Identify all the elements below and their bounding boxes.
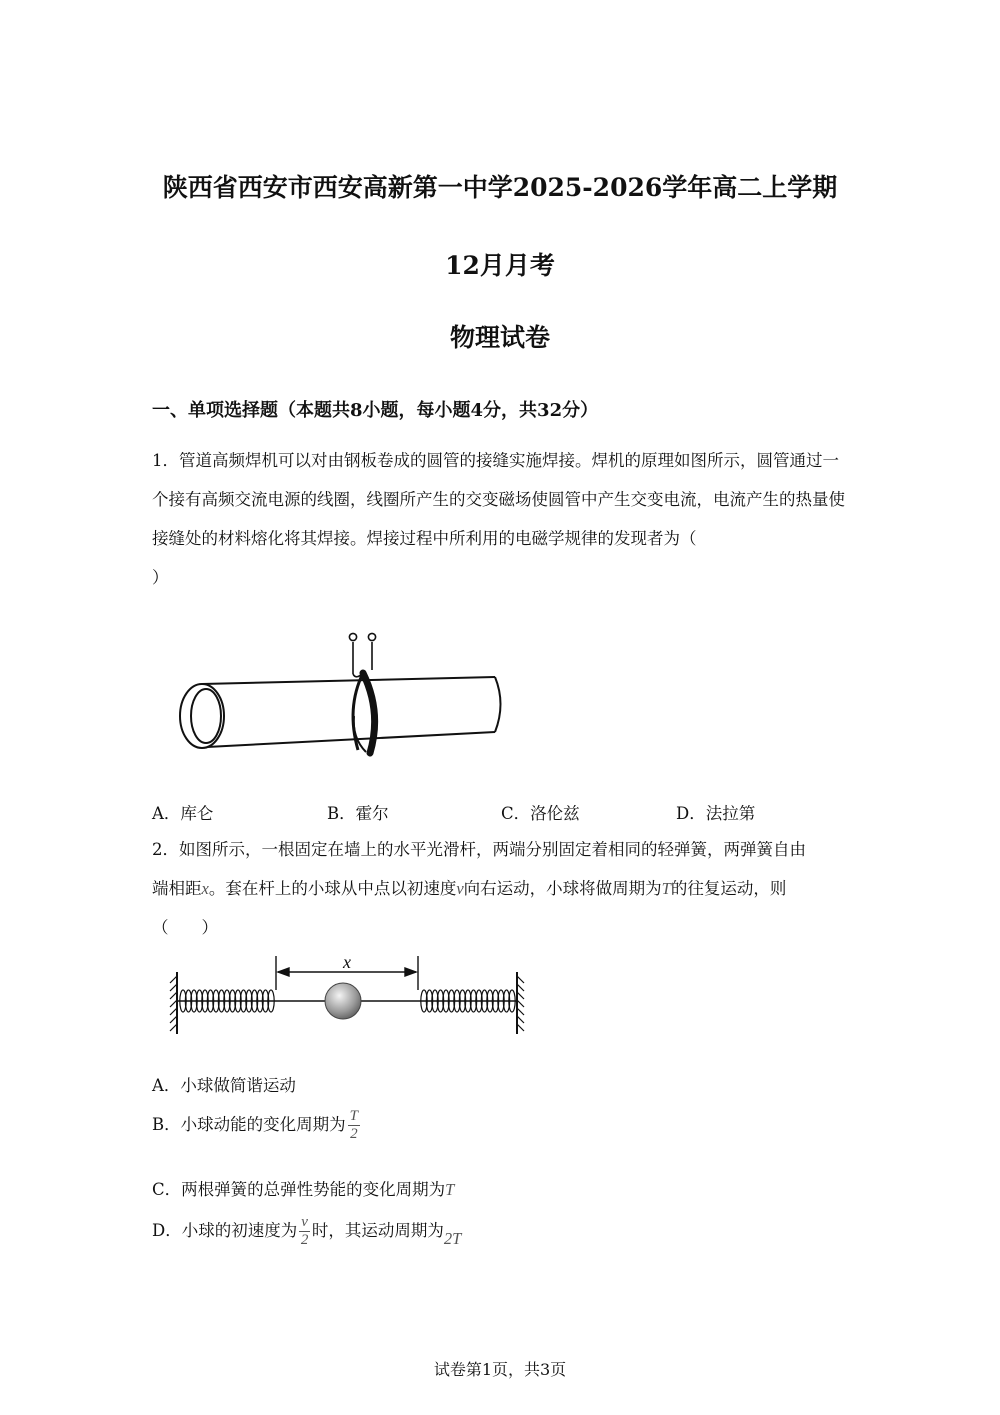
fraction-numerator: v [301,1214,308,1230]
q2-line2-a: 端相距 [152,879,202,898]
fraction-denominator: 2 [350,1126,358,1142]
q2-symbol-v: v [456,879,464,898]
q2-line2-c: 向右运动，小球将做周期为 [463,879,662,898]
q1-option-c: C．洛伦兹 [501,804,580,823]
page-footer: 试卷第1页，共3页 [433,1360,567,1379]
ball [325,983,361,1019]
question-1-text [152,441,852,597]
spring-ball-figure [165,950,535,1035]
fraction-v-over-2 [299,1214,310,1249]
q2-option-c [152,1176,454,1200]
q1-option-a: A．库仑 [152,804,214,823]
exam-title-line1: 陕西省西安市西安高新第一中学2025-2026学年高二上学期 [162,173,838,202]
question-1-close-paren: ） [152,568,169,587]
fraction-T-over-2 [348,1108,360,1143]
q2-symbol-T: T [661,879,671,898]
distance-label: x [343,952,351,972]
q2-option-d-text-b: 时，其运动周期为 [311,1221,444,1240]
q2-option-a: A．小球做简谐运动 [152,1076,296,1095]
q2-option-d-text-a: D．小球的初速度为 [152,1221,298,1240]
q2-option-c-symbol: T [445,1180,455,1199]
q2-answer-blank: （ ） [152,918,218,937]
q2-option-b-text: B．小球动能的变化周期为 [152,1115,346,1134]
q1-option-b: B．霍尔 [327,804,389,823]
q2-line2-b: 。套在杆上的小球从中点以初速度 [208,879,457,898]
q2-line2-d: 的往复运动，则 [670,879,787,898]
q2-option-c-text: C．两根弹簧的总弹性势能的变化周期为 [152,1180,446,1199]
section-heading: 一、单项选择题（本题共8小题，每小题4分，共32分） [152,400,599,421]
question-1-stem: 1．管道高频焊机可以对由钢板卷成的圆管的接缝实施焊接。焊机的原理如图所示，圆管通过一个接有高频交流电源的线圈，线圈所产生的交变磁场使圆管中产生交变电流，电流产生的热量使接缝处的材料熔化将其焊接。焊接过程中所利用的电磁学规律的发现者为（ [152,451,845,548]
q2-line1: 2．如图所示，一根固定在墙上的水平光滑杆，两端分别固定着相同的轻弹簧，两弹簧自由 [152,840,806,859]
q2-option-d-symbol: 2T [443,1229,462,1248]
exam-title-line2: 12月月考 [445,251,555,280]
exam-subject: 物理试卷 [449,323,550,352]
pipe-coil-figure [170,628,510,763]
fraction-numerator: T [349,1108,358,1124]
q2-option-b [152,1108,362,1143]
fraction-denominator: 2 [300,1232,309,1248]
question-2-text [152,830,852,947]
q2-symbol-x: x [201,879,209,898]
q1-option-d: D．法拉第 [676,804,756,823]
q2-option-d [152,1214,461,1249]
